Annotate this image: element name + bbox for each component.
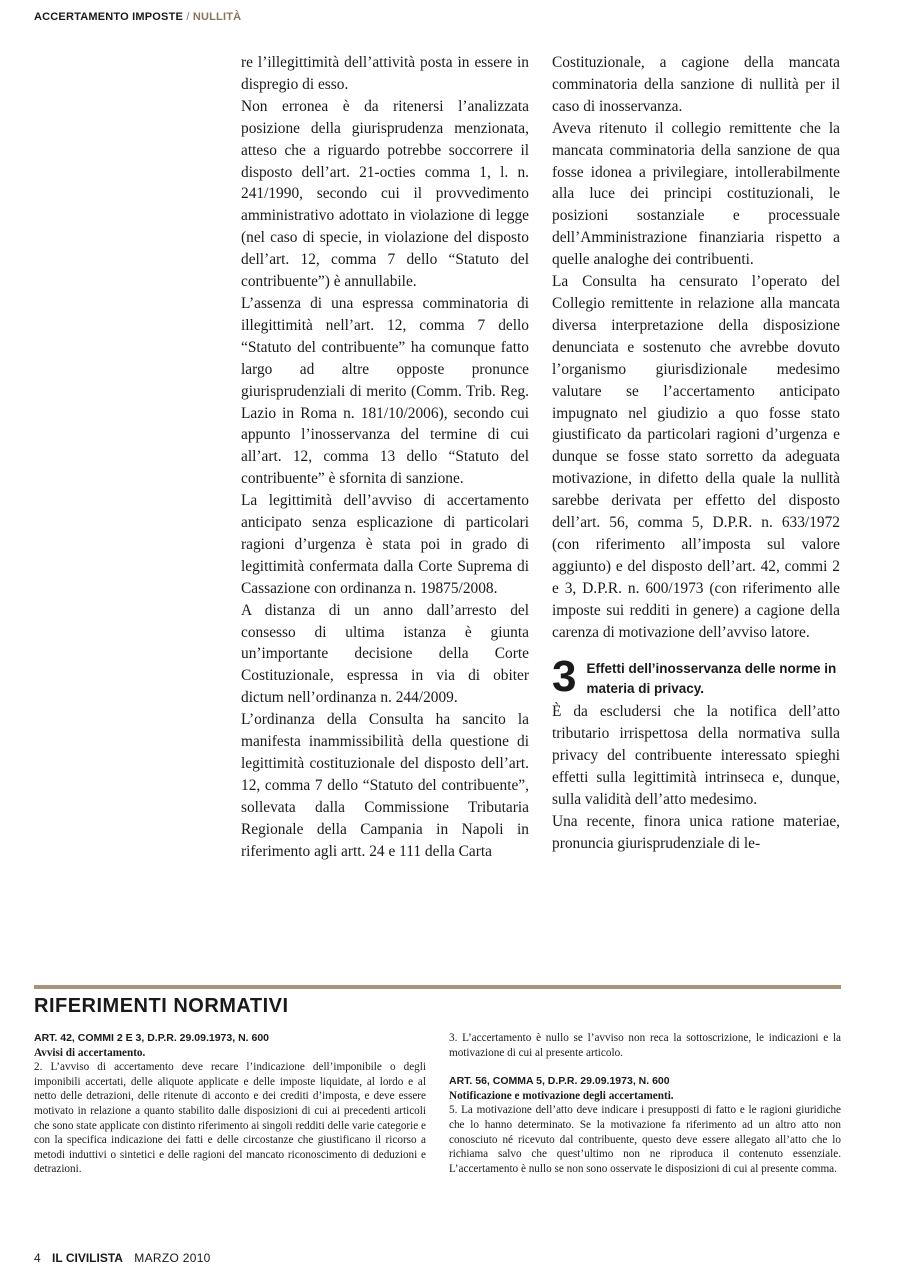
- section-number: 3: [552, 652, 577, 702]
- article-reference: ART. 56, COMMA 5, D.P.R. 29.09.1973, N. 600: [449, 1075, 670, 1088]
- references-column-right: [449, 1031, 841, 1176]
- paragraph: L’assenza di una espressa comminatoria di illegittimità nell’art. 12, comma 7 dello “Statuto del contribuente” ha comunque fatto largo ad altre opposte pronunce giurisprudenziali di merito (Comm. Trib. Reg. Lazio in Roma n. 181/10/2006), secondo cui appunto l’inosservanza del termine di cui all’art. 12, comma 13 dello “Statuto del contribuente” è sfornita di sanzione.: [241, 294, 529, 488]
- paragraph: La Consulta ha censurato l’operato del Collegio remittente in relazione alla mancata diversa interpretazione della disposizione denunciata e sostenuto che avrebbe dovuto l’organismo giurisdizionale medesimo valutare se l’accertamento anticipato impugnato nel giudizio a quo fosse stato giustificato da particolari ragioni d’urgenza e dunque se fosse stato sorretto da adeguata motivazione, in difetto della quale la nullità sarebbe derivata per effetto del disposto dell’art. 56, comma 5, D.P.R. n. 633/1972 (con riferimento all’imposta sul valore aggiunto) e del disposto dell’art. 42, commi 2 e 3, D.P.R. n. 600/1973 (con riferimento alle imposte sui redditi in genere) a cagione della carenza di motivazione dell’avviso latore.: [552, 273, 840, 641]
- article-subtitle: Avvisi di accertamento.: [34, 1046, 146, 1059]
- article-text: 3. L’accertamento è nullo se l’avviso non reca la sottoscrizione, le indicazioni e la motivazione di cui al presente articolo.: [449, 1032, 841, 1059]
- section-title: Effetti dell’inosservanza delle norme in materia di privacy.: [586, 661, 837, 697]
- article-subtitle: Notificazione e motivazione degli accertamenti.: [449, 1089, 674, 1102]
- section-heading: [552, 652, 840, 702]
- paragraph: Costituzionale, a cagione della mancata comminatoria della sanzione di nullità per il caso di inosservanza.: [552, 54, 840, 115]
- text-column-right: [552, 52, 840, 855]
- paragraph: Una recente, finora unica ratione materiae, pronuncia giurisprudenziale di le-: [552, 813, 840, 852]
- issue-date: MARZO 2010: [134, 1251, 211, 1265]
- magazine-name: IL CIVILISTA: [52, 1251, 123, 1265]
- paragraph: Aveva ritenuto il collegio remittente che la mancata comminatoria della sanzione de qua fosse idonea a privilegiare, intollerabilmente alla luce dei principi costituzionali, le posizioni sostanziale e processuale dell’Amministrazione finanziaria rispetto a quelle analoghe dei contribuenti.: [552, 119, 840, 269]
- references-column-left: [34, 1031, 426, 1177]
- references-title: RIFERIMENTI NORMATIVI: [34, 995, 289, 1017]
- header-separator: /: [186, 11, 190, 23]
- header-subsection: NULLITÀ: [192, 11, 242, 23]
- text-column-left: [241, 52, 529, 863]
- paragraph: È da escludersi che la notifica dell’atto tributario irrispettosa della normativa sulla privacy del contribuente interessato spieghi effetti sulla legittimità intrinseca e, dunque, sulla validità dell’atto medesimo.: [552, 703, 840, 809]
- paragraph: La legittimità dell’avviso di accertamento anticipato senza esplicazione di particolari ragioni d’urgenza è stata poi in grado di legittimità confermata dalla Corte Suprema di Cassazione con ordinanza n. 19875/2008.: [241, 492, 529, 597]
- article-reference: ART. 42, COMMI 2 E 3, D.P.R. 29.09.1973, N. 600: [34, 1032, 269, 1044]
- article-text: 5. La motivazione dell’atto deve indicare i presupposti di fatto e le ragioni giuridiche che lo hanno determinato. Se la motivazione fa riferimento ad un altro atto non conosciuto né ricevuto dal contribuente, questo deve essere allegato all’atto che lo richiama salvo che quest’ultimo non ne riproduca il contenuto essenziale. L’accertamento è nullo se non sono osservate le disposizioni di cui al presente comma.: [449, 1104, 841, 1175]
- paragraph: A distanza di un anno dall’arresto del consesso di ultima istanza è giunta un’importante decisione della Corte Costituzionale, espressa in via di obiter dictum nell’ordinanza n. 244/2009.: [241, 601, 529, 707]
- paragraph: re l’illegittimità dell’attività posta in essere in dispregio di esso.: [241, 54, 529, 93]
- paragraph: L’ordinanza della Consulta ha sancito la manifesta inammissibilità della questione di legittimità costituzionale del disposto dell’art. 12, comma 7 dello “Statuto del contribuente”, sollevata dalla Commissione Tributaria Regionale della Campania in Napoli in riferimento agli artt. 24 e 111 della Carta: [241, 711, 529, 860]
- page-footer: [34, 1251, 211, 1265]
- page-number: 4: [34, 1251, 41, 1265]
- paragraph: Non erronea è da ritenersi l’analizzata posizione della giurisprudenza menzionata, atteso che a riguardo potrebbe soccorrere il disposto dell’art. 21-octies comma 1, l. n. 241/1990, secondo cui il provvedimento amministrativo adottato in violazione di legge (nel caso di specie, in violazione del disposto dell’art. 12, comma 7 dello “Statuto del contribuente”) è annullabile.: [241, 97, 529, 291]
- section-divider: [34, 985, 841, 989]
- running-header: [34, 11, 241, 23]
- header-section: ACCERTAMENTO IMPOSTE: [34, 11, 184, 23]
- article-text: 2. L’avviso di accertamento deve recare l’indicazione dell’imponibile o degli imponibili accertati, delle aliquote applicate e delle imposte liquidate, al lordo e al netto delle detrazioni, delle ritenute di acconto e dei crediti d’imposta, e deve essere motivato in relazione a quanto stabilito dalle disposizioni di cui ai precedenti articoli che sono state applicate con distinto riferimento ai singoli redditi delle varie categorie e con la specifica indicazione dei fatti e delle circostanze che giustificano il ricorso a metodi induttivi o sintetici e delle ragioni del mancato riconoscimento di deduzioni e detrazioni.: [34, 1061, 426, 1176]
